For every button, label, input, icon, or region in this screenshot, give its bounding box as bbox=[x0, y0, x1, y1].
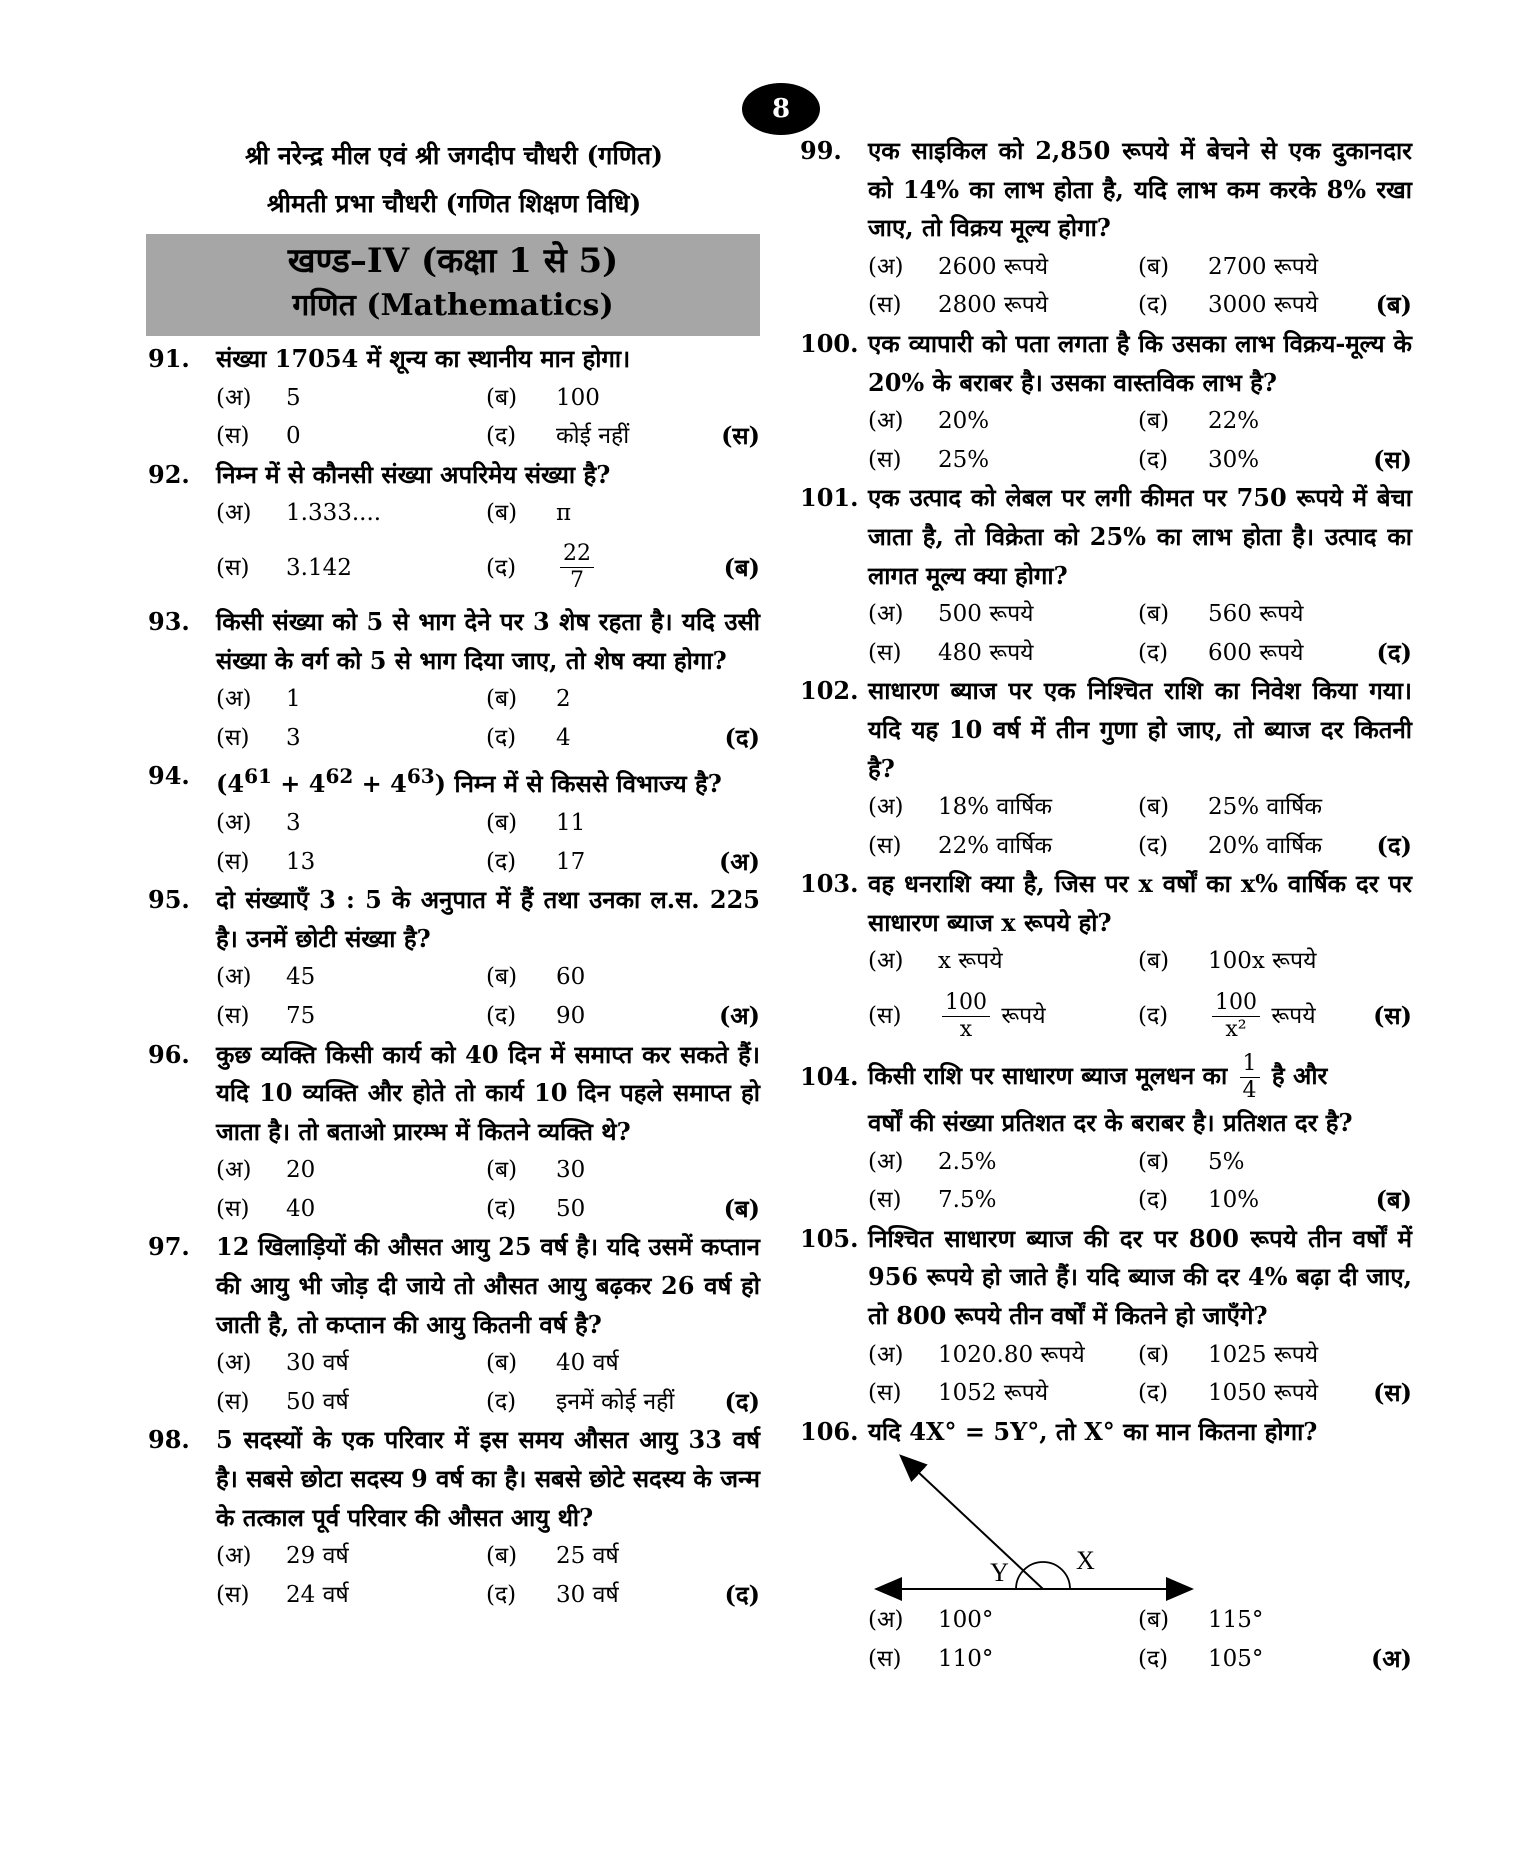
option-label: (द) bbox=[486, 1581, 517, 1608]
option-label: (ब) bbox=[486, 964, 518, 991]
answer-key: (द) bbox=[1376, 830, 1412, 860]
question-91 bbox=[148, 340, 760, 456]
option-a: 500 रूपये bbox=[938, 601, 1034, 628]
option-a: 100° bbox=[938, 1607, 994, 1634]
question-106 bbox=[800, 1413, 1412, 1679]
option-b: 100x रूपये bbox=[1208, 948, 1317, 975]
option-label: (ब) bbox=[486, 686, 518, 713]
option-label: (स) bbox=[216, 1002, 250, 1029]
question-number: 98. bbox=[148, 1425, 190, 1455]
question-text: किसी संख्या को 5 से भाग देने पर 3 शेष रहता है। यदि उसी संख्या के वर्ग को 5 से भाग दिया जाए, तो शेष क्या होगा? bbox=[216, 606, 760, 675]
answer-key: (स) bbox=[721, 421, 760, 451]
option-d: 105° bbox=[1208, 1646, 1264, 1672]
angle-arc bbox=[1016, 1562, 1070, 1589]
question-103 bbox=[800, 865, 1412, 1051]
option-label: (ब) bbox=[486, 500, 518, 527]
option-label: (स) bbox=[868, 1002, 902, 1029]
option-label: (ब) bbox=[1138, 794, 1170, 821]
ray bbox=[902, 1457, 1043, 1589]
option-b: 11 bbox=[556, 809, 586, 836]
option-c: 40 bbox=[286, 1195, 316, 1222]
option-d: इनमें कोई नहीं bbox=[556, 1388, 675, 1415]
question-99 bbox=[800, 132, 1412, 325]
option-a: 3 bbox=[286, 809, 301, 836]
option-b: π bbox=[556, 500, 572, 527]
option-label: (अ) bbox=[216, 964, 252, 991]
question-number: 97. bbox=[148, 1232, 190, 1262]
option-c: 25% bbox=[938, 446, 990, 473]
question-text: निम्न में से कौनसी संख्या अपरिमेय संख्या है? bbox=[216, 459, 611, 489]
option-label: (स) bbox=[868, 1187, 902, 1214]
option-d: 600 रूपये bbox=[1208, 639, 1304, 666]
answer-key: (स) bbox=[1373, 1378, 1412, 1408]
option-d-fraction: $\frac{22}{7}$ bbox=[560, 541, 594, 594]
option-a: 2.5% bbox=[938, 1148, 997, 1175]
option-c: 22% वार्षिक bbox=[938, 832, 1053, 859]
option-label: (अ) bbox=[216, 809, 252, 836]
question-96 bbox=[148, 1036, 760, 1229]
option-label: (द) bbox=[1138, 832, 1169, 859]
question-text: यदि 4X° = 5Y°, तो X° का मान कितना होगा? bbox=[868, 1416, 1318, 1446]
option-d-fraction: $\frac{100}{\text{x²}}$ bbox=[1212, 990, 1260, 1043]
option-a: 29 वर्ष bbox=[286, 1543, 349, 1570]
option-label: (अ) bbox=[868, 1607, 904, 1634]
option-b: 60 bbox=[556, 964, 586, 991]
option-b: 22% bbox=[1208, 408, 1260, 435]
option-c-fraction: $\frac{100}{x}$ bbox=[942, 990, 990, 1043]
option-label: (द) bbox=[1138, 639, 1169, 666]
option-c: 50 वर्ष bbox=[286, 1388, 349, 1415]
option-b: 100 bbox=[556, 384, 600, 411]
option-label: (ब) bbox=[1138, 408, 1170, 435]
question-105 bbox=[800, 1220, 1412, 1413]
option-label: (स) bbox=[216, 848, 250, 875]
question-92 bbox=[148, 456, 760, 603]
label-x: X bbox=[1076, 1546, 1095, 1576]
question-number: 105. bbox=[800, 1223, 859, 1253]
option-label: (द) bbox=[1138, 292, 1169, 319]
angle-figure bbox=[868, 1451, 1412, 1601]
option-label: (द) bbox=[1138, 1646, 1169, 1672]
option-b: 2700 रूपये bbox=[1208, 253, 1319, 280]
question-text: एक व्यापारी को पता लगता है कि उसका लाभ विक्रय-मूल्य के 20% के बराबर है। उसका वास्तविक लाभ है? bbox=[868, 328, 1412, 397]
answer-key: (अ) bbox=[1370, 1644, 1412, 1673]
option-label: (स) bbox=[868, 292, 902, 319]
answer-key: (द) bbox=[724, 1579, 760, 1609]
option-b: 25 वर्ष bbox=[556, 1543, 619, 1570]
question-text: साधारण ब्याज पर एक निश्चित राशि का निवेश किया गया। यदि यह 10 वर्ष में तीन गुणा हो जाए, तो ब्याज दर कितनी है? bbox=[868, 676, 1412, 783]
option-a: 1.333.... bbox=[286, 500, 382, 527]
option-b: 30 bbox=[556, 1157, 586, 1184]
option-label: (स) bbox=[216, 724, 250, 751]
option-label: (ब) bbox=[486, 1543, 518, 1570]
option-label: (द) bbox=[486, 1388, 517, 1415]
option-b: 25% वार्षिक bbox=[1208, 794, 1323, 821]
question-text: निश्चित साधारण ब्याज की दर पर 800 रूपये तीन वर्षों में 956 रूपये हो जाते हैं। यदि ब्याज की दर 4% बढ़ा दी जाए, तो 800 रूपये तीन वर्षों में कितने हो जाएँगे? bbox=[868, 1223, 1412, 1331]
option-label: (अ) bbox=[868, 601, 904, 628]
option-d: 10% bbox=[1208, 1187, 1260, 1214]
option-a: 20 bbox=[286, 1157, 316, 1184]
question-102 bbox=[800, 672, 1412, 865]
option-d: 50 bbox=[556, 1195, 586, 1222]
option-label: (अ) bbox=[868, 948, 904, 975]
option-label: (स) bbox=[868, 1380, 902, 1407]
option-label: (ब) bbox=[1138, 253, 1170, 280]
answer-key: (द) bbox=[1376, 637, 1412, 667]
option-d: 30% bbox=[1208, 446, 1260, 473]
answer-key: (द) bbox=[724, 1386, 760, 1416]
option-d: 17 bbox=[556, 848, 586, 875]
option-label: (द) bbox=[1138, 446, 1169, 473]
question-text: दो संख्याएँ 3 : 5 के अनुपात में हैं तथा उनका ल.स. 225 है। उनमें छोटी संख्या है? bbox=[216, 885, 760, 953]
question-fraction: $\frac{1}{4}$ bbox=[1240, 1051, 1260, 1104]
option-c: 3.142 bbox=[286, 554, 352, 581]
question-104 bbox=[800, 1051, 1412, 1220]
section-header bbox=[146, 234, 760, 336]
option-label: (स) bbox=[216, 423, 250, 450]
option-label: (द) bbox=[486, 724, 517, 751]
question-number: 106. bbox=[800, 1416, 859, 1446]
option-label: (स) bbox=[216, 1195, 250, 1222]
option-d: कोई नहीं bbox=[556, 423, 630, 450]
option-a: 1020.80 रूपये bbox=[938, 1341, 1085, 1368]
option-label: (अ) bbox=[868, 794, 904, 821]
question-text-post: वर्षों की संख्या प्रतिशत दर के बराबर है। प्रतिशत दर है? bbox=[868, 1108, 1353, 1138]
option-c: 75 bbox=[286, 1002, 316, 1029]
option-label: (अ) bbox=[216, 500, 252, 527]
option-a: 18% वार्षिक bbox=[938, 794, 1053, 821]
option-label: (ब) bbox=[1138, 601, 1170, 628]
option-label: (ब) bbox=[486, 1157, 518, 1184]
section-title: खण्ड–IV (कक्षा 1 से 5) bbox=[287, 241, 619, 281]
question-number: 93. bbox=[148, 606, 190, 636]
answer-key: (स) bbox=[1373, 1000, 1412, 1030]
option-c: 7.5% bbox=[938, 1187, 997, 1214]
option-label: (स) bbox=[868, 639, 902, 666]
question-94 bbox=[148, 757, 760, 881]
option-label: (स) bbox=[216, 1581, 250, 1608]
option-label: (द) bbox=[486, 1195, 517, 1222]
option-label: (अ) bbox=[216, 1543, 252, 1570]
option-b: 560 रूपये bbox=[1208, 601, 1304, 628]
question-text: एक उत्पाद को लेबल पर लगी कीमत पर 750 रूपये में बेचा जाता है, तो विक्रेता को 25% का लाभ होता है। उत्पाद का लागत मूल्य क्या होगा? bbox=[868, 483, 1412, 590]
angle-diagram bbox=[868, 1451, 1412, 1601]
question-100 bbox=[800, 325, 1412, 479]
option-label: (अ) bbox=[868, 1148, 904, 1175]
option-c: 3 bbox=[286, 724, 301, 751]
option-b: 2 bbox=[556, 686, 571, 713]
question-text: संख्या 17054 में शून्य का स्थानीय मान होगा। bbox=[216, 344, 631, 373]
answer-key: (ब) bbox=[1375, 1185, 1412, 1215]
question-93 bbox=[148, 603, 760, 757]
option-c: 480 रूपये bbox=[938, 639, 1034, 666]
question-number: 103. bbox=[800, 869, 859, 899]
option-label: (द) bbox=[486, 554, 517, 581]
option-label: (ब) bbox=[1138, 1607, 1170, 1634]
question-number: 100. bbox=[800, 328, 859, 358]
option-a: 30 वर्ष bbox=[286, 1350, 349, 1377]
option-a: 45 bbox=[286, 964, 316, 991]
option-label: (द) bbox=[1138, 1380, 1169, 1407]
answer-key: (द) bbox=[724, 722, 760, 752]
option-label: (अ) bbox=[216, 686, 252, 713]
option-d: 3000 रूपये bbox=[1208, 292, 1319, 319]
option-a: 5 bbox=[286, 384, 301, 411]
option-a: 2600 रूपये bbox=[938, 253, 1049, 280]
answer-key: (अ) bbox=[718, 1000, 760, 1030]
option-b: 115° bbox=[1208, 1607, 1264, 1634]
question-number: 99. bbox=[800, 136, 842, 165]
option-label: (ब) bbox=[486, 384, 518, 411]
question-97 bbox=[148, 1228, 760, 1421]
option-label: (स) bbox=[868, 1646, 902, 1672]
option-label: (ब) bbox=[1138, 1341, 1170, 1368]
question-number: 101. bbox=[800, 483, 859, 513]
answer-key: (अ) bbox=[718, 846, 760, 876]
option-label: (द) bbox=[486, 848, 517, 875]
question-number: 94. bbox=[148, 761, 190, 791]
left-column bbox=[148, 132, 760, 1614]
question-number: 91. bbox=[148, 344, 190, 373]
answer-key: (ब) bbox=[723, 1193, 760, 1223]
question-text: 5 सदस्यों के एक परिवार में इस समय औसत आयु 33 वर्ष है। सबसे छोटा सदस्य 9 वर्ष का है। सबसे छोटे सदस्य के जन्म के तत्काल पूर्व परिवार की औसत आयु थी? bbox=[216, 1425, 760, 1532]
option-label: (ब) bbox=[1138, 1148, 1170, 1175]
question-98 bbox=[148, 1421, 760, 1614]
option-label: (ब) bbox=[486, 809, 518, 836]
right-column bbox=[800, 132, 1412, 1679]
option-d-unit: रूपये bbox=[1271, 1002, 1316, 1029]
option-b: 5% bbox=[1208, 1148, 1245, 1175]
option-label: (स) bbox=[868, 446, 902, 473]
option-label: (द) bbox=[486, 423, 517, 450]
option-c: 24 वर्ष bbox=[286, 1581, 349, 1608]
question-number: 92. bbox=[148, 459, 190, 489]
answer-key: (ब) bbox=[1375, 290, 1412, 320]
option-b: 40 वर्ष bbox=[556, 1350, 619, 1377]
question-text: कुछ व्यक्ति किसी कार्य को 40 दिन में समाप्त कर सकते हैं। यदि 10 व्यक्ति और होते तो कार्य 10 दिन पहले समाप्त हो जाता है। तो बताओ प्रारम्भ में कितने व्यक्ति थे? bbox=[216, 1039, 760, 1146]
question-number: 96. bbox=[148, 1039, 190, 1069]
option-label: (ब) bbox=[486, 1350, 518, 1377]
option-c: 1052 रूपये bbox=[938, 1380, 1049, 1407]
option-label: (अ) bbox=[216, 1157, 252, 1184]
author-line-1: श्री नरेन्द्र मील एवं श्री जगदीप चौधरी (गणित) bbox=[244, 141, 663, 170]
option-c-unit: रूपये bbox=[1001, 1002, 1046, 1029]
question-text-mid: है और bbox=[1271, 1061, 1328, 1091]
label-y: Y bbox=[990, 1558, 1009, 1588]
question-number: 104. bbox=[800, 1062, 859, 1092]
option-label: (स) bbox=[868, 832, 902, 859]
option-a: 20% bbox=[938, 408, 990, 435]
option-d: 30 वर्ष bbox=[556, 1581, 619, 1608]
question-101 bbox=[800, 479, 1412, 672]
question-text: एक साइकिल को 2,850 रूपये में बेचने से एक दुकानदार को 14% का लाभ होता है, यदि लाभ कम करके 8% रखा जाए, तो विक्रय मूल्य होगा? bbox=[868, 136, 1412, 243]
option-c: 110° bbox=[938, 1646, 994, 1672]
option-label: (अ) bbox=[868, 1341, 904, 1368]
question-text: $(4^{61} + 4^{62} + 4^{63})$ निम्न में से किससे विभाज्य है? bbox=[216, 764, 722, 799]
question-number: 95. bbox=[148, 885, 190, 915]
option-label: (अ) bbox=[868, 408, 904, 435]
question-text: वह धनराशि क्या है, जिस पर x वर्षों का x% वार्षिक दर पर साधारण ब्याज x रूपये हो? bbox=[868, 869, 1412, 937]
option-label: (स) bbox=[216, 1388, 250, 1415]
option-label: (अ) bbox=[868, 253, 904, 280]
option-label: (अ) bbox=[216, 1350, 252, 1377]
option-b: 1025 रूपये bbox=[1208, 1341, 1319, 1368]
option-label: (द) bbox=[486, 1002, 517, 1029]
option-d: 1050 रूपये bbox=[1208, 1380, 1319, 1407]
option-c: 13 bbox=[286, 848, 316, 875]
option-label: (द) bbox=[1138, 1187, 1169, 1214]
option-d: 4 bbox=[556, 724, 571, 751]
question-95 bbox=[148, 881, 760, 1035]
section-subject: गणित (Mathematics) bbox=[292, 288, 614, 323]
question-text: 12 खिलाड़ियों की औसत आयु 25 वर्ष है। यदि उसमें कप्तान की आयु भी जोड़ दी जाये तो औसत आयु बढ़कर 26 वर्ष हो जाती है, तो कप्तान की आयु कितनी वर्ष है? bbox=[216, 1232, 760, 1339]
answer-key: (ब) bbox=[723, 552, 760, 582]
question-number: 102. bbox=[800, 676, 859, 706]
option-a: 1 bbox=[286, 686, 301, 713]
option-d: 20% वार्षिक bbox=[1208, 832, 1323, 859]
option-label: (अ) bbox=[216, 384, 252, 411]
option-label: (स) bbox=[216, 554, 250, 581]
author-line-2: श्रीमती प्रभा चौधरी (गणित शिक्षण विधि) bbox=[266, 189, 642, 218]
answer-key: (स) bbox=[1373, 444, 1412, 474]
page-number: 8 bbox=[742, 83, 820, 135]
option-label: (द) bbox=[1138, 1002, 1169, 1029]
option-label: (ब) bbox=[1138, 948, 1170, 975]
option-c: 2800 रूपये bbox=[938, 292, 1049, 319]
option-a: x रूपये bbox=[938, 948, 1003, 975]
option-c: 0 bbox=[286, 423, 301, 450]
option-d: 90 bbox=[556, 1002, 586, 1029]
question-text-pre: किसी राशि पर साधारण ब्याज मूलधन का bbox=[868, 1061, 1228, 1091]
